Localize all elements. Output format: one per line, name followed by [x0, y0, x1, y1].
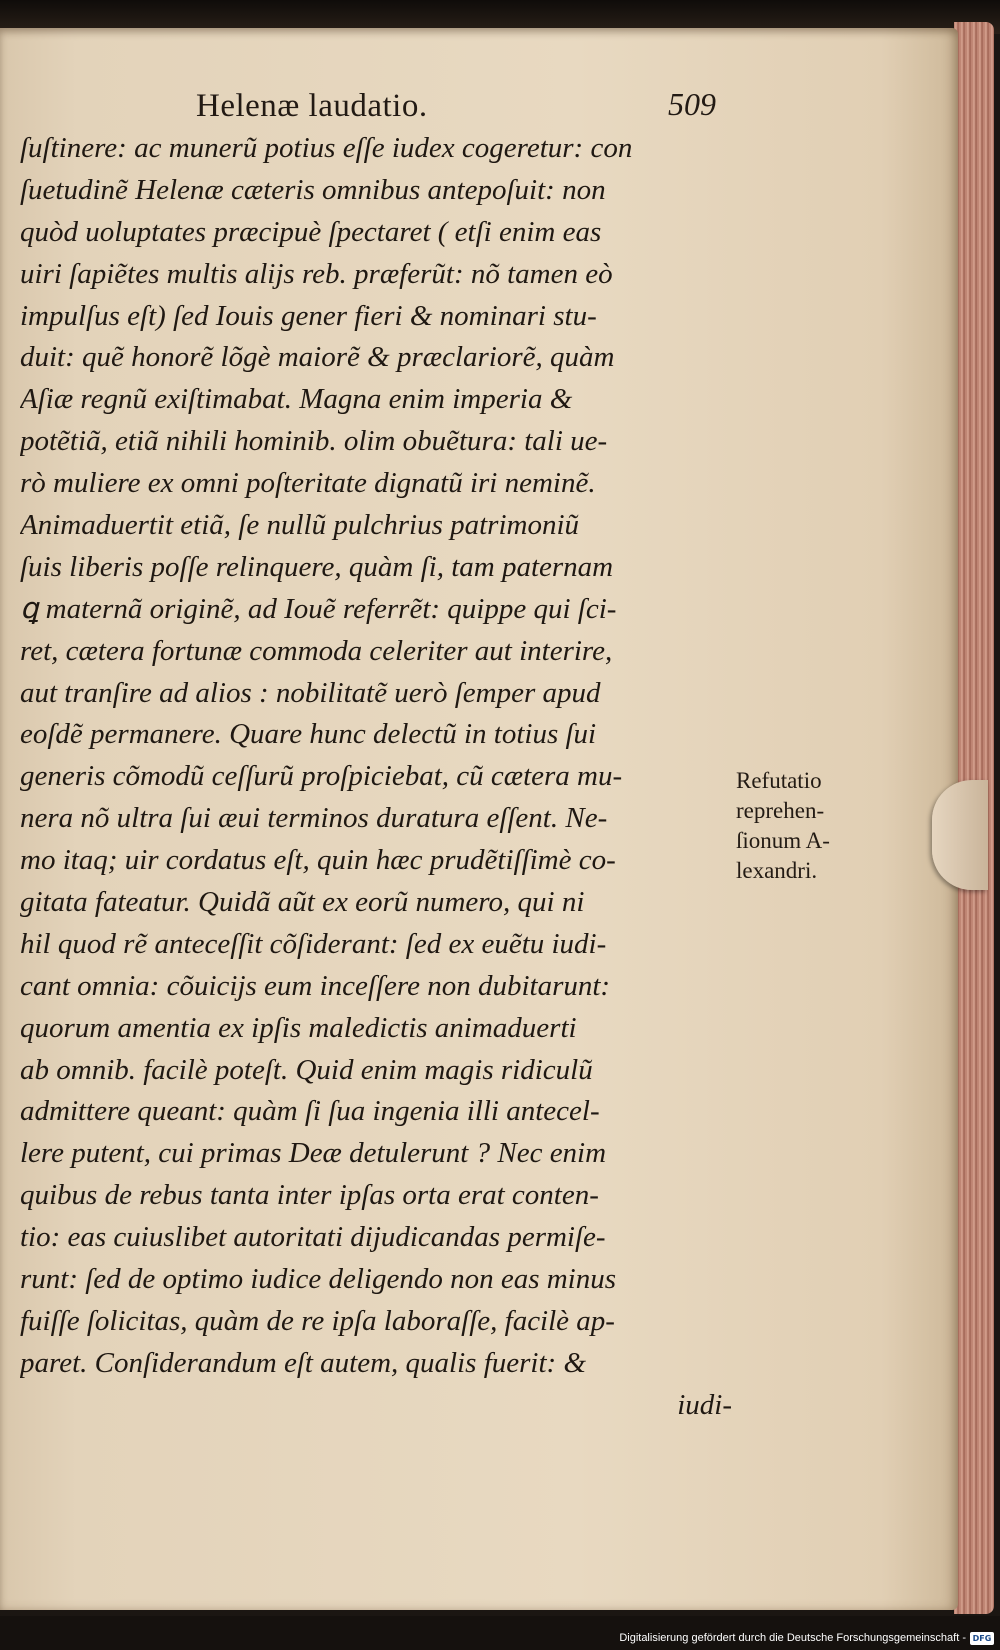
text-line: quorum amentia ex ipſis maledictis animaduerti — [20, 1011, 577, 1044]
credit-bar — [0, 1616, 1000, 1650]
text-line: impulſus eſt) ſed Iouis gener fieri & nominari stu- — [20, 299, 597, 332]
text-line: uiri ſapiẽtes multis alijs reb. præferũt: nõ tamen eò — [20, 257, 613, 290]
text-line: eoſdẽ permanere. Quare hunc delectũ in totius ſui — [20, 718, 597, 751]
text-line: mo itaq; uir cordatus eſt, quin hæc prudẽtiſſimè co- — [20, 844, 616, 877]
text-line: potẽtiã, etiã nihili hominib. olim obuẽtura: tali ue- — [20, 425, 608, 458]
dfg-logo: DFG — [970, 1632, 994, 1645]
text-line: nera nõ ultra ſui æui terminos duratura eſſent. Ne- — [20, 802, 608, 835]
marginal-note-line: ſionum A- — [736, 828, 830, 853]
text-line: hil quod rẽ anteceſſit cõſiderant: ſed ex euẽtu iudi- — [20, 927, 607, 960]
text-line: Animaduertit etiã, ſe nullũ pulchrius patrimoniũ — [20, 509, 580, 542]
text-line: tio: eas cuiuslibet autoritati dijudicandas permiſe- — [20, 1221, 606, 1254]
text-line: generis cõmodũ ceſſurũ proſpiciebat, cũ cætera mu- — [20, 760, 623, 793]
catchword: iudi- — [677, 1388, 732, 1421]
text-line: gitata fateatur. Quidã aũt ex eorũ numero, qui ni — [20, 886, 585, 919]
page-number: 509 — [668, 86, 716, 122]
running-head — [196, 88, 716, 132]
book-page — [0, 28, 958, 1610]
text-line: ab omnib. facilè poteſt. Quid enim magis ridiculũ — [20, 1053, 593, 1086]
text-line: fuiſſe ſolicitas, quàm de re ipſa laboraſſe, facilè ap- — [20, 1304, 615, 1337]
text-line: quibus de rebus tanta inter ipſas orta erat conten- — [20, 1179, 599, 1212]
text-line: runt: ſed de optimo iudice deligendo non eas minus — [20, 1263, 617, 1296]
text-line: ret, cætera fortunæ commoda celeriter aut interire, — [20, 634, 613, 667]
marginal-note-line: Refutatio — [736, 768, 822, 793]
text-line: ſuſtinere: ac munerũ potius eſſe iudex cogeretur: con — [20, 132, 633, 164]
text-line: cant omnia: cõuicijs eum inceſſere non dubitarunt: — [20, 969, 611, 1002]
credit-text: Digitalisierung gefördert durch die Deutsche Forschungsgemeinschaft - — [619, 1632, 966, 1644]
text-line: aut tranſire ad alios : nobilitatẽ uerò ſemper apud — [20, 676, 601, 709]
marginal-note-line: reprehen- — [736, 798, 825, 823]
page-clip — [932, 780, 988, 890]
body-text — [20, 128, 732, 1427]
marginal-note-line: lexandri. — [736, 858, 818, 883]
text-line: ꝗ maternã originẽ, ad Iouẽ referrẽt: quippe qui ſci- — [20, 592, 617, 625]
marginal-note — [736, 766, 866, 886]
text-line: quòd uoluptates præcipuè ſpectaret ( etſi enim eas — [20, 215, 602, 248]
text-line: rò muliere ex omni poſteritate dignatũ iri neminẽ. — [20, 467, 596, 500]
text-line: paret. Conſiderandum eſt autem, qualis fuerit: & — [20, 1346, 586, 1379]
text-line: duit: quẽ honorẽ lõgè maiorẽ & præclariorẽ, quàm — [20, 341, 615, 374]
text-line: admittere queant: quàm ſi ſua ingenia illi antecel- — [20, 1095, 600, 1128]
header-title: Helenæ laudatio. — [196, 88, 428, 124]
text-line: lere putent, cui primas Deæ detulerunt ? Nec enim — [20, 1137, 607, 1170]
text-line: ſuetudinẽ Helenæ cæteris omnibus antepoſuit: non — [20, 173, 606, 206]
text-line: Aſiæ regnũ exiſtimabat. Magna enim imperia & — [20, 383, 573, 416]
text-line: ſuis liberis poſſe relinquere, quàm ſi, tam paternam — [20, 550, 614, 583]
